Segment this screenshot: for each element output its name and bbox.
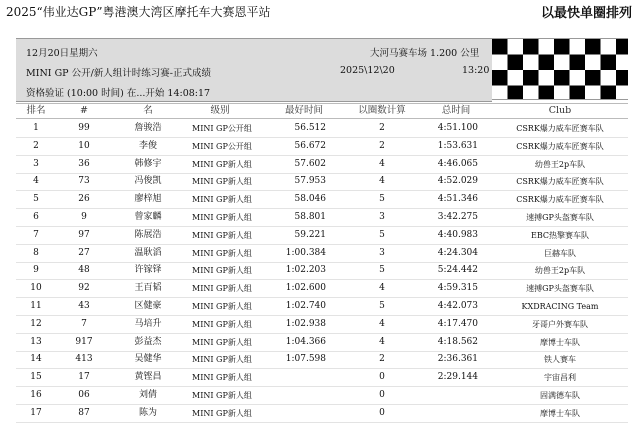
- col-laps: 以圈数计算: [358, 105, 406, 116]
- cell-rank: 16: [30, 390, 42, 400]
- cell-name: 陈为: [138, 407, 158, 418]
- cell-club: 幼兽王2p车队: [534, 266, 586, 276]
- cell-total-time: 4:51.100: [437, 123, 478, 133]
- cell-total-time: 4:42.073: [437, 301, 478, 311]
- table-row: [16, 173, 628, 191]
- cell-number: 17: [78, 372, 90, 383]
- col-class: 级别: [210, 105, 230, 116]
- cell-rank: 6: [33, 212, 39, 222]
- table-row: [16, 405, 628, 423]
- cell-number: 97: [78, 229, 90, 240]
- cell-rank: 13: [30, 336, 42, 347]
- cell-total-time: 4:17.470: [437, 318, 478, 329]
- cell-club: 摩博士车队: [540, 337, 580, 347]
- cell-total-time: 4:40.983: [437, 229, 478, 240]
- cell-laps: 0: [379, 372, 385, 383]
- table-row: [16, 191, 628, 209]
- cell-rank: 1: [33, 123, 39, 133]
- cell-laps: 4: [379, 283, 385, 294]
- cell-club: EBC热擎赛车队: [531, 230, 589, 240]
- cell-laps: 4: [379, 336, 385, 347]
- event-title: 2025“伟业达GP”粤港澳大湾区摩托车大赛恩平站: [6, 5, 271, 19]
- col-total-time: 总时间: [441, 105, 471, 116]
- cell-club: 速搏GP头盔赛车队: [526, 284, 594, 294]
- table-row: [16, 351, 628, 369]
- cell-class: MINI GP新人组: [192, 213, 252, 222]
- cell-total-time: 4:46.065: [437, 158, 478, 169]
- cell-best-time: 1:02.203: [285, 265, 326, 276]
- cell-best-time: 1:04.366: [285, 336, 326, 347]
- cell-number: 43: [78, 301, 90, 311]
- cell-rank: 3: [33, 158, 39, 169]
- cell-best-time: 56.672: [294, 140, 326, 151]
- cell-rank: 4: [33, 176, 39, 187]
- cell-number: 36: [78, 158, 90, 169]
- cell-laps: 0: [379, 407, 385, 418]
- cell-club: CSRK爆力威车匠赛车队: [516, 141, 604, 151]
- cell-name: 区健豪: [134, 301, 162, 311]
- table-row: [16, 369, 628, 387]
- cell-number: 48: [78, 265, 90, 276]
- session-info-band: [16, 38, 492, 102]
- cell-club: 速搏GP头盔赛车队: [526, 213, 594, 222]
- cell-laps: 2: [379, 123, 385, 133]
- cell-number: 26: [78, 194, 90, 205]
- cell-number: 413: [75, 354, 93, 365]
- cell-name: 詹骏浩: [134, 123, 162, 133]
- cell-rank: 15: [30, 372, 42, 383]
- cell-rank: 8: [33, 247, 39, 258]
- cell-club: 摩博士车队: [540, 408, 580, 418]
- cell-club: 铁人赛车: [544, 355, 576, 365]
- cell-number: 92: [78, 283, 90, 294]
- cell-name: 许镓铎: [134, 265, 162, 276]
- col-name: 名: [143, 105, 153, 116]
- cell-class: MINI GP新人组: [192, 355, 252, 365]
- cell-total-time: 4:18.562: [437, 336, 478, 347]
- cell-name: 彭益杰: [134, 336, 162, 347]
- table-row: [16, 245, 628, 263]
- cell-rank: 12: [30, 318, 42, 329]
- cell-class: MINI GP新人组: [192, 195, 252, 205]
- cell-name: 陈展浩: [134, 229, 162, 240]
- table-row: [16, 334, 628, 352]
- cell-class: MINI GP新人组: [192, 248, 252, 258]
- cell-laps: 5: [379, 301, 385, 311]
- cell-number: 99: [78, 123, 90, 133]
- cell-rank: 11: [30, 301, 42, 311]
- cell-rank: 17: [30, 407, 42, 418]
- cell-name: 王百韬: [134, 283, 162, 294]
- cell-class: MINI GP新人组: [192, 284, 252, 294]
- cell-class: MINI GP公开组: [192, 141, 252, 151]
- cell-best-time: 1:02.600: [285, 283, 326, 294]
- cell-total-time: 3:42.275: [437, 212, 478, 222]
- cell-name: 曾家麟: [134, 212, 162, 222]
- cell-number: 10: [78, 140, 90, 151]
- cell-class: MINI GP新人组: [192, 230, 252, 240]
- cell-club: 宇宙昌利: [544, 373, 576, 383]
- table-row: [16, 138, 628, 156]
- cell-laps: 0: [379, 390, 385, 400]
- cell-best-time: 59.221: [294, 229, 326, 240]
- cell-number: 9: [81, 212, 87, 222]
- cell-club: 巨赫车队: [544, 248, 576, 258]
- cell-total-time: 1:53.631: [437, 140, 478, 151]
- cell-total-time: 2:36.361: [437, 354, 478, 365]
- cell-laps: 2: [379, 140, 385, 151]
- cell-rank: 9: [33, 265, 39, 276]
- cell-laps: 3: [379, 212, 385, 222]
- cell-best-time: 1:02.740: [285, 301, 326, 311]
- cell-name: 廖梓旭: [134, 194, 162, 205]
- cell-class: MINI GP新人组: [192, 302, 252, 311]
- table-row: [16, 316, 628, 334]
- cell-laps: 4: [379, 318, 385, 329]
- cell-name: 温耿滔: [134, 247, 162, 258]
- cell-name: 冯俊凯: [134, 176, 162, 187]
- sort-note: 以最快单圈排列: [540, 6, 632, 21]
- cell-rank: 7: [33, 229, 39, 240]
- cell-class: MINI GP新人组: [192, 408, 252, 418]
- col-club: Club: [548, 105, 572, 116]
- cell-total-time: 4:52.029: [437, 176, 478, 187]
- cell-total-time: 4:51.346: [437, 194, 478, 205]
- cell-best-time: 1:02.938: [285, 318, 326, 329]
- cell-number: 06: [78, 390, 90, 400]
- track-info: 大河马赛车场 1.200 公里: [370, 48, 480, 59]
- cell-rank: 2: [33, 140, 39, 151]
- table-row: [16, 298, 628, 316]
- col-rank: 排名: [26, 105, 46, 116]
- cell-club: CSRK爆力威车匠赛车队: [516, 177, 604, 187]
- cell-laps: 5: [379, 194, 385, 205]
- cell-total-time: 5:24.442: [437, 265, 478, 276]
- cell-number: 73: [78, 176, 90, 187]
- cell-name: 马培升: [134, 318, 162, 329]
- col-number: #: [80, 105, 88, 116]
- table-row: [16, 280, 628, 298]
- cell-best-time: 57.953: [294, 176, 326, 187]
- cell-number: 7: [81, 318, 87, 329]
- checkered-flag-icon: [492, 38, 628, 100]
- session-name: MINI GP 公开/新人组计时练习赛-正式成绩: [26, 68, 211, 79]
- table-row: [16, 156, 628, 174]
- cell-name: 黄铿昌: [134, 372, 162, 383]
- cell-class: MINI GP新人组: [192, 177, 252, 187]
- cell-club: 幼兽王2p车队: [534, 159, 586, 169]
- cell-class: MINI GP新人组: [192, 159, 252, 169]
- table-row: [16, 387, 628, 405]
- session-date: 2025\12\20: [340, 65, 395, 76]
- cell-total-time: 4:24.304: [437, 247, 478, 258]
- cell-laps: 4: [379, 176, 385, 187]
- cell-name: 李俊: [138, 140, 158, 151]
- cell-class: MINI GP新人组: [192, 391, 252, 400]
- cell-laps: 5: [379, 229, 385, 240]
- cell-club: CSRK爆力威车匠赛车队: [516, 124, 604, 133]
- cell-total-time: 4:59.315: [437, 283, 478, 294]
- table-header: [16, 103, 628, 119]
- cell-class: MINI GP公开组: [192, 124, 252, 133]
- cell-laps: 3: [379, 247, 385, 258]
- cell-club: CSRK爆力威车匠赛车队: [516, 195, 604, 205]
- cell-number: 27: [78, 247, 90, 258]
- cell-name: 韩修宇: [134, 158, 162, 169]
- verification-line: 资格验证 (10:00 时间) 在...开始 14:08:17: [26, 88, 211, 99]
- cell-laps: 4: [379, 158, 385, 169]
- cell-best-time: 58.801: [294, 212, 326, 222]
- event-date: 12月20日星期六: [26, 48, 98, 59]
- session-time: 13:20: [462, 65, 490, 76]
- cell-class: MINI GP新人组: [192, 373, 252, 383]
- cell-number: 87: [78, 407, 90, 418]
- cell-name: 刘倩: [138, 390, 158, 400]
- cell-total-time: 2:29.144: [437, 372, 478, 383]
- cell-rank: 5: [33, 194, 39, 205]
- cell-class: MINI GP新人组: [192, 266, 252, 276]
- table-row: [16, 227, 628, 245]
- cell-best-time: 56.512: [294, 123, 326, 133]
- cell-number: 917: [75, 336, 93, 347]
- table-row: [16, 262, 628, 280]
- cell-best-time: 1:07.598: [285, 354, 326, 365]
- cell-club: KXDRACING Team: [521, 302, 599, 311]
- col-best-time: 最好时间: [284, 105, 324, 116]
- cell-best-time: 1:00.384: [285, 247, 326, 258]
- cell-laps: 5: [379, 265, 385, 276]
- cell-best-time: 57.602: [294, 158, 326, 169]
- table-row: [16, 120, 628, 138]
- cell-club: 固满德车队: [540, 391, 580, 400]
- cell-rank: 10: [30, 283, 42, 294]
- cell-class: MINI GP新人组: [192, 319, 252, 329]
- cell-laps: 2: [379, 354, 385, 365]
- cell-class: MINI GP新人组: [192, 337, 252, 347]
- cell-best-time: 58.046: [294, 194, 326, 205]
- table-row: [16, 209, 628, 227]
- cell-name: 吴健华: [134, 354, 162, 365]
- cell-club: 牙哥户外赛车队: [532, 319, 588, 329]
- cell-rank: 14: [30, 354, 42, 365]
